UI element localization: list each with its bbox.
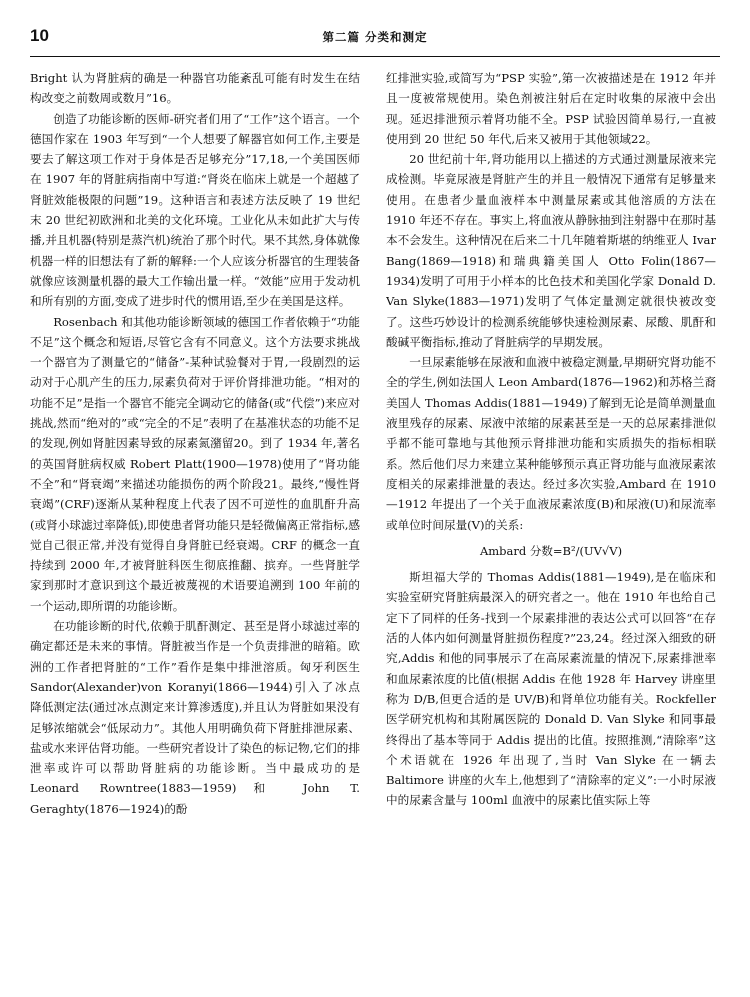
ambard-formula: Ambard 分数=B²/(UV√V)	[479, 543, 623, 558]
page-header	[30, 26, 720, 52]
left-column	[30, 68, 360, 973]
page-number: 10	[30, 26, 49, 45]
paragraph: 创造了功能诊断的医师-研究者们用了“工作”这个语言。一个德国作家在 1903 年写到“一个人想要了解器官如何工作,主要是要去了解这项工作对于身体是否足够充分”17,18,一个美国医师在 1907 年的肾脏病指南中写道:“肾炎在临床上就是一个超越了肾脏效能极限的问题”19。这种语言和表述方法反映了 19 世纪末 20 世纪初欧洲和北美的文化环境。工业化从未如此扩大与传播,并且机器(特别是蒸汽机)统治了那个时代。果不其然,身体就像机器一样的旧想法有了新的解释:一个人应该分析器官的生理装备就像应该测量机器的最大工作输出量一样。“效能”应用于发动机和所有别的方面,变成了进步时代的惯用语,至少在美国是这样。	[30, 111, 360, 309]
paragraph: Rosenbach 和其他功能诊断领域的德国工作者依赖于“功能不足”这个概念和短语,尽管它含有不同意义。这个方法要求挑战一个器官为了测量它的“储备”-某种试验餐对于胃,一段剧烈的运动对于心肌产生的压力,尿素负荷对于评价肾排泄功能。“相对的功能不足”是指一个器官不能完全调动它的储备(或“代偿”)来应对挑战,然而“绝对的”或“完全的不足”表明了在基准状态的功能不足的发现,例如肾脏因素导致的尿素氮潴留20。到了 1934 年,著名的英国肾脏病权威 Robert Platt(1900—1978)使用了“肾功能不全”和“肾衰竭”来描述功能损伤的两个阶段21。最终,“慢性肾衰竭”(CRF)逐渐从某种程度上代表了因不可逆性的血肌酐升高(或肾小球滤过率降低),即使患者肾功能只是轻微偏离正常指标,感觉自己很正常,并没有觉得自身肾脏已经衰竭。CRF 的概念一直持续到 2000 年,才被肾脏科医生彻底推翻、摈弃。一些肾脏学家到那时才意识到这个最近被蔑视的术语要追溯到 100 年前的一个运动,即所谓的功能诊断。	[30, 314, 360, 613]
paragraph: 一旦尿素能够在尿液和血液中被稳定测量,早期研究肾功能不全的学生,例如法国人 Leon Ambard(1876—1962)和苏格兰裔美国人 Thomas Addis(1881—1949)了解到无论是简单测量血液里残存的尿素、尿液中浓缩的尿素甚至是一天的总尿素排泄似乎都不能可靠地与其他预示肾排泄功能和实质损失的指标相联系。然后他们尽力来建立某种能够预示真正肾功能与血液尿素浓度相关的尿素排泄量的表达。经过多次实验,Ambard 在 1910—1912 年提出了一个关于血液尿素浓度(B)和尿液(U)和尿流率或单位时间尿量(V)的关系:	[386, 355, 716, 532]
right-column	[386, 68, 716, 973]
paragraph: 斯坦福大学的 Thomas Addis(1881—1949),是在临床和实验室研究肾脏病最深入的研究者之一。他在 1910 年也给自己定下了同样的任务-找到一个尿素排泄的表达公式可以回答“在存活的人体内如何测量肾脏损伤程度?”23,24。经过深入细致的研究,Addis 和他的同事展示了在高尿素流量的情况下,尿素排泄率和血尿素浓度的比值(根据 Addis 在他 1928 年 Harvey 讲座里称为 D/B,但更合适的是 UV/B)和肾单位功能有关。Rockfeller 医学研究机构和其附属医院的 Donald D. Van Slyke 和同事最终得出了基本等同于 Addis 提出的比值。按照推测,“清除率”这个术语就在 1926 年出现了,当时 Van Slyke 在一辆去 Baltimore 讲座的火车上,他想到了“清除率的定义”:一小时尿液中的尿素含量与 100ml 血液中的尿素比值实际上等	[386, 570, 716, 808]
paragraph: 20 世纪前十年,肾功能用以上描述的方式通过测量尿液来完成检测。毕竟尿液是肾脏产生的并且一般情况下通常有足够量来使用。在患者少量血液样本中测量尿素或其他溶质的方法在 1910 年还不存在。事实上,将血液从静脉抽到注射器中在那时基本不会发生。这种情况在后来二十几年随着斯堪的纳维亚人 Ivar Bang(1869—1918)和瑞典籍美国人 Otto Folin(1867—1934)发明了可用于小样本的比色技术和美国化学家 Donald D. Van Slyke(1883—1971)发明了气体定量测定就很快被改变了。这些巧妙设计的检测系统能够快速检测尿素、尿酸、肌酐和酸碱平衡指标,推动了肾脏病学的早期发展。	[386, 152, 716, 349]
chapter-title: 第二篇 分类和测定	[322, 30, 428, 44]
header-rule	[30, 56, 720, 57]
paragraph: 红排泄实验,或简写为“PSP 实验”,第一次被描述是在 1912 年并且一度被常规使用。染色剂被注射后在定时收集的尿液中会出现。延迟排泄预示着肾功能不全。PSP 试验因简单易行,一直被使用到 20 世纪 50 年代,后来又被用于其他领域22。	[386, 71, 716, 146]
paragraph: Bright 认为肾脏病的确是一种器官功能紊乱可能有时发生在结构改变之前数周或数月”16。	[30, 71, 360, 106]
paragraph: 在功能诊断的时代,依赖于肌酐测定、甚至是肾小球滤过率的确定都还是未来的事情。肾脏被当作是一个负责排泄的暗箱。欧洲的工作者把肾脏的“工作”看作是集中排泄溶质。匈牙利医生 Sandor(Alexander)von Koranyi(1866—1944)引入了冰点降低测定法(通过冰点测定来计算渗透度),并且认为肾脏如果没有足够浓缩就会“低尿动力”。其他人用明确负荷下肾脏排泄尿素、盐或水来评估肾功能。一些研究者设计了染色的标记物,它们的排泄率或许可以帮助肾脏病的功能诊断。当中最成功的是 Leonard Rowntree(1883—1959)和 John T. Geraghty(1876—1924)的酚	[30, 619, 360, 816]
